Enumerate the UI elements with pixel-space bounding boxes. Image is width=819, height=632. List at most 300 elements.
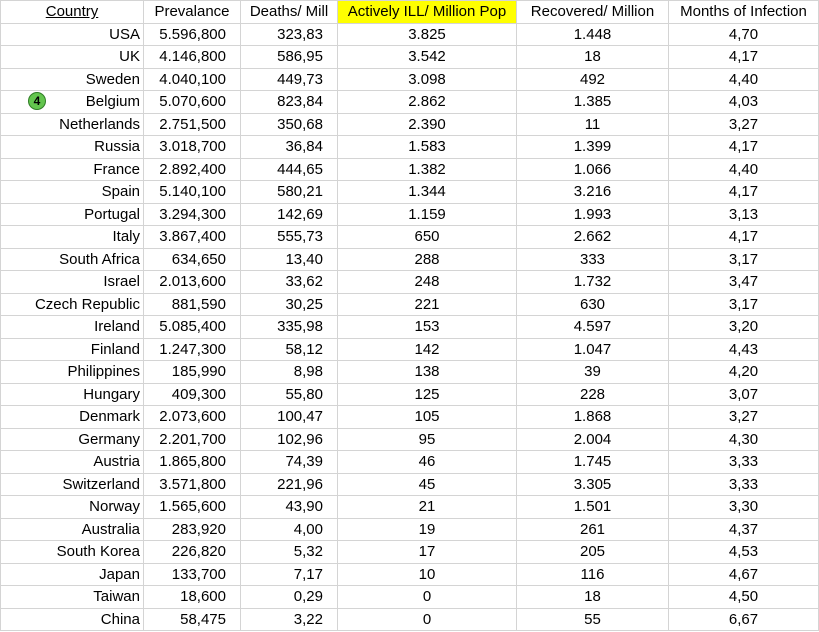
table-row bbox=[1, 271, 819, 294]
cell-months-value: 4,17 bbox=[728, 138, 759, 156]
cell-months[interactable] bbox=[669, 496, 819, 519]
cell-deaths-value: 323,83 bbox=[277, 25, 323, 43]
cell-prevalance[interactable] bbox=[144, 406, 241, 429]
cell-country[interactable] bbox=[1, 518, 144, 541]
cell-recovered[interactable] bbox=[517, 136, 669, 159]
cell-deaths[interactable] bbox=[241, 406, 338, 429]
cell-months-value: 3,30 bbox=[728, 498, 759, 516]
cell-months[interactable] bbox=[669, 226, 819, 249]
cell-months-value: 4,40 bbox=[728, 70, 759, 88]
cell-active-value: 1.583 bbox=[408, 138, 446, 156]
cell-prevalance[interactable] bbox=[144, 518, 241, 541]
cell-active-value: 45 bbox=[418, 475, 436, 493]
cell-active[interactable] bbox=[338, 113, 517, 136]
cell-prevalance[interactable] bbox=[144, 316, 241, 339]
header-active[interactable]: Actively ILL/ Million Pop bbox=[338, 1, 517, 24]
cell-active[interactable] bbox=[338, 91, 517, 114]
cell-prevalance-value: 58,475 bbox=[180, 610, 226, 628]
cell-country-value: USA bbox=[109, 25, 140, 43]
cell-recovered-value: 3.305 bbox=[573, 475, 612, 493]
cell-prevalance-value: 2.073,600 bbox=[159, 408, 226, 426]
cell-deaths[interactable] bbox=[241, 46, 338, 69]
cell-recovered[interactable] bbox=[517, 496, 669, 519]
table-row bbox=[1, 316, 819, 339]
cell-country-value: Belgium bbox=[85, 93, 140, 111]
table-row bbox=[1, 608, 819, 631]
cell-deaths-value: 444,65 bbox=[277, 160, 323, 178]
cell-prevalance[interactable] bbox=[144, 496, 241, 519]
cell-months-value: 3,27 bbox=[728, 115, 759, 133]
cell-country-value: Finland bbox=[90, 340, 140, 358]
cell-months[interactable] bbox=[669, 541, 819, 564]
cell-country[interactable] bbox=[1, 91, 144, 114]
cell-deaths[interactable] bbox=[241, 181, 338, 204]
cell-country-value: Ireland bbox=[94, 318, 140, 336]
table-row bbox=[1, 248, 819, 271]
table-row bbox=[1, 518, 819, 541]
cell-country[interactable] bbox=[1, 496, 144, 519]
cell-recovered[interactable] bbox=[517, 23, 669, 46]
cell-country[interactable] bbox=[1, 226, 144, 249]
cell-recovered-value: 1.501 bbox=[573, 498, 612, 516]
cell-deaths-value: 4,00 bbox=[293, 520, 323, 538]
table-row bbox=[1, 338, 819, 361]
cell-country-value: UK bbox=[119, 48, 140, 66]
cell-active[interactable] bbox=[338, 181, 517, 204]
cell-recovered[interactable] bbox=[517, 586, 669, 609]
cell-recovered-value: 228 bbox=[579, 385, 606, 403]
cell-recovered-value: 205 bbox=[579, 543, 606, 561]
cell-months-value: 4,40 bbox=[728, 160, 759, 178]
cell-deaths[interactable] bbox=[241, 586, 338, 609]
cell-country-value: Russia bbox=[94, 138, 140, 156]
cell-active[interactable] bbox=[338, 361, 517, 384]
cell-deaths-value: 335,98 bbox=[277, 318, 323, 336]
cell-active[interactable] bbox=[338, 248, 517, 271]
cell-active-value: 138 bbox=[414, 363, 440, 381]
cell-active-value: 1.344 bbox=[408, 183, 446, 201]
cell-recovered[interactable] bbox=[517, 91, 669, 114]
cell-deaths[interactable] bbox=[241, 383, 338, 406]
cell-deaths[interactable] bbox=[241, 158, 338, 181]
cell-months-value: 4,30 bbox=[728, 430, 759, 448]
cell-active[interactable] bbox=[338, 428, 517, 451]
cell-months[interactable] bbox=[669, 46, 819, 69]
cell-recovered-value: 3.216 bbox=[573, 183, 612, 201]
cell-months[interactable] bbox=[669, 136, 819, 159]
cell-deaths-value: 0,29 bbox=[293, 588, 323, 606]
cell-active[interactable] bbox=[338, 451, 517, 474]
cell-prevalance-value: 2.751,500 bbox=[159, 115, 226, 133]
cell-recovered[interactable] bbox=[517, 46, 669, 69]
header-country[interactable]: Country bbox=[1, 1, 144, 24]
cell-months-value: 3,20 bbox=[728, 318, 759, 336]
table-row bbox=[1, 23, 819, 46]
cell-recovered-value: 2.662 bbox=[573, 228, 612, 246]
cell-country[interactable] bbox=[1, 406, 144, 429]
cell-recovered-value: 2.004 bbox=[573, 430, 612, 448]
cell-deaths[interactable] bbox=[241, 113, 338, 136]
cell-active-value: 19 bbox=[418, 520, 436, 538]
cell-country[interactable] bbox=[1, 451, 144, 474]
cell-deaths-value: 5,32 bbox=[293, 543, 323, 561]
cell-active-value: 3.825 bbox=[408, 25, 446, 43]
cell-recovered[interactable] bbox=[517, 428, 669, 451]
cell-recovered[interactable] bbox=[517, 473, 669, 496]
cell-active[interactable] bbox=[338, 518, 517, 541]
cell-deaths-value: 13,40 bbox=[285, 250, 323, 268]
cell-months-value: 6,67 bbox=[728, 610, 759, 628]
cell-prevalance-value: 5.140,100 bbox=[159, 183, 226, 201]
cell-months-value: 4,43 bbox=[728, 340, 759, 358]
cell-country-value: China bbox=[100, 610, 140, 628]
cell-deaths-value: 8,98 bbox=[293, 363, 323, 381]
cell-months-value: 4,53 bbox=[728, 543, 759, 561]
cell-country-value: Czech Republic bbox=[34, 295, 140, 313]
cell-prevalance[interactable] bbox=[144, 383, 241, 406]
cell-active-value: 2.390 bbox=[408, 115, 446, 133]
cell-months[interactable] bbox=[669, 113, 819, 136]
cell-country-value: France bbox=[93, 160, 140, 178]
cell-months[interactable] bbox=[669, 293, 819, 316]
cell-prevalance-value: 133,700 bbox=[171, 565, 226, 583]
cell-country[interactable] bbox=[1, 46, 144, 69]
cell-active[interactable] bbox=[338, 383, 517, 406]
cell-months-value: 3,47 bbox=[728, 273, 759, 291]
cell-deaths[interactable] bbox=[241, 293, 338, 316]
cell-recovered[interactable] bbox=[517, 383, 669, 406]
cell-months[interactable] bbox=[669, 338, 819, 361]
cell-country[interactable] bbox=[1, 23, 144, 46]
cell-recovered[interactable] bbox=[517, 316, 669, 339]
cell-deaths[interactable] bbox=[241, 496, 338, 519]
cell-active[interactable] bbox=[338, 23, 517, 46]
cell-deaths[interactable] bbox=[241, 23, 338, 46]
cell-active-value: 125 bbox=[414, 385, 440, 403]
cell-months[interactable] bbox=[669, 563, 819, 586]
cell-country[interactable] bbox=[1, 113, 144, 136]
cell-active[interactable] bbox=[338, 203, 517, 226]
cell-months-value: 4,17 bbox=[728, 183, 759, 201]
cell-recovered[interactable] bbox=[517, 541, 669, 564]
cell-country[interactable] bbox=[1, 608, 144, 631]
cell-months-value: 4,67 bbox=[728, 565, 759, 583]
cell-country-value: Austria bbox=[93, 453, 140, 471]
cell-country-value: Denmark bbox=[79, 408, 140, 426]
cell-months-value: 3,27 bbox=[728, 408, 759, 426]
cell-deaths[interactable] bbox=[241, 91, 338, 114]
cell-active[interactable] bbox=[338, 586, 517, 609]
cell-recovered-value: 492 bbox=[579, 70, 606, 88]
cell-prevalance-value: 4.040,100 bbox=[159, 70, 226, 88]
cell-country-value: Hungary bbox=[83, 385, 140, 403]
cell-prevalance[interactable] bbox=[144, 23, 241, 46]
cell-deaths[interactable] bbox=[241, 563, 338, 586]
cell-months[interactable] bbox=[669, 608, 819, 631]
cell-prevalance[interactable] bbox=[144, 428, 241, 451]
cell-prevalance-value: 1.247,300 bbox=[159, 340, 226, 358]
cell-country[interactable] bbox=[1, 473, 144, 496]
cell-prevalance[interactable] bbox=[144, 293, 241, 316]
cell-recovered[interactable] bbox=[517, 608, 669, 631]
cell-prevalance[interactable] bbox=[144, 473, 241, 496]
cell-recovered[interactable] bbox=[517, 68, 669, 91]
cell-deaths[interactable] bbox=[241, 361, 338, 384]
cell-country[interactable] bbox=[1, 428, 144, 451]
cell-active[interactable] bbox=[338, 226, 517, 249]
cell-recovered-value: 55 bbox=[584, 610, 601, 628]
cell-country[interactable] bbox=[1, 158, 144, 181]
cell-prevalance-value: 226,820 bbox=[171, 543, 226, 561]
cell-months[interactable] bbox=[669, 518, 819, 541]
cell-country[interactable] bbox=[1, 338, 144, 361]
cell-prevalance-value: 5.085,400 bbox=[159, 318, 226, 336]
cell-country[interactable] bbox=[1, 271, 144, 294]
cell-deaths[interactable] bbox=[241, 338, 338, 361]
cell-deaths-value: 142,69 bbox=[277, 205, 323, 223]
cell-active[interactable] bbox=[338, 68, 517, 91]
cell-prevalance-value: 2.013,600 bbox=[159, 273, 226, 291]
cell-country-value: Taiwan bbox=[93, 588, 140, 606]
cell-deaths-value: 555,73 bbox=[277, 228, 323, 246]
cell-country[interactable] bbox=[1, 248, 144, 271]
cell-active-value: 17 bbox=[418, 543, 436, 561]
cell-recovered[interactable] bbox=[517, 226, 669, 249]
cell-active[interactable] bbox=[338, 136, 517, 159]
cell-active[interactable] bbox=[338, 271, 517, 294]
cell-active[interactable] bbox=[338, 563, 517, 586]
cell-prevalance[interactable] bbox=[144, 451, 241, 474]
table-row bbox=[1, 451, 819, 474]
cell-prevalance[interactable] bbox=[144, 361, 241, 384]
cell-recovered-value: 18 bbox=[584, 48, 601, 66]
cell-months[interactable] bbox=[669, 316, 819, 339]
cell-prevalance[interactable] bbox=[144, 158, 241, 181]
table-row bbox=[1, 383, 819, 406]
cell-deaths[interactable] bbox=[241, 518, 338, 541]
cell-months[interactable] bbox=[669, 428, 819, 451]
cell-months[interactable] bbox=[669, 23, 819, 46]
table-row bbox=[1, 406, 819, 429]
cell-recovered[interactable] bbox=[517, 203, 669, 226]
cell-deaths-value: 30,25 bbox=[285, 295, 323, 313]
cell-deaths[interactable] bbox=[241, 316, 338, 339]
cell-months[interactable] bbox=[669, 248, 819, 271]
cell-months[interactable] bbox=[669, 203, 819, 226]
cell-prevalance[interactable] bbox=[144, 563, 241, 586]
cell-prevalance-value: 1.565,600 bbox=[159, 498, 226, 516]
cell-country-value: Portugal bbox=[84, 205, 140, 223]
cell-recovered[interactable] bbox=[517, 451, 669, 474]
cell-recovered[interactable] bbox=[517, 271, 669, 294]
cell-recovered-value: 1.993 bbox=[573, 205, 612, 223]
cell-recovered-value: 116 bbox=[580, 565, 605, 583]
table-row bbox=[1, 68, 819, 91]
cell-prevalance[interactable] bbox=[144, 338, 241, 361]
cell-country-value: Sweden bbox=[85, 70, 140, 88]
cell-active-value: 0 bbox=[422, 588, 432, 606]
cell-deaths[interactable] bbox=[241, 473, 338, 496]
header-prevalance[interactable]: Prevalance bbox=[144, 1, 241, 24]
cell-prevalance-value: 1.865,800 bbox=[159, 453, 226, 471]
cell-deaths[interactable] bbox=[241, 428, 338, 451]
cell-country[interactable] bbox=[1, 181, 144, 204]
cell-active-value: 46 bbox=[418, 453, 436, 471]
cell-deaths[interactable] bbox=[241, 68, 338, 91]
cell-months[interactable] bbox=[669, 361, 819, 384]
cell-prevalance[interactable] bbox=[144, 226, 241, 249]
cell-country-value: Norway bbox=[89, 498, 140, 516]
cell-recovered[interactable] bbox=[517, 181, 669, 204]
cell-recovered[interactable] bbox=[517, 113, 669, 136]
cell-prevalance[interactable] bbox=[144, 608, 241, 631]
cell-active-value: 1.382 bbox=[408, 160, 446, 178]
cell-months-value: 3,13 bbox=[728, 205, 759, 223]
cell-prevalance-value: 5.596,800 bbox=[159, 25, 226, 43]
cell-prevalance-value: 2.892,400 bbox=[159, 160, 226, 178]
table-row bbox=[1, 158, 819, 181]
cell-deaths-value: 823,84 bbox=[277, 93, 323, 111]
cell-prevalance[interactable] bbox=[144, 586, 241, 609]
cell-months[interactable] bbox=[669, 406, 819, 429]
cell-active[interactable] bbox=[338, 293, 517, 316]
cell-prevalance-value: 283,920 bbox=[171, 520, 226, 538]
cell-active-value: 1.159 bbox=[408, 205, 446, 223]
cell-prevalance[interactable] bbox=[144, 68, 241, 91]
cell-recovered-value: 11 bbox=[584, 115, 601, 133]
cell-active-value: 2.862 bbox=[408, 93, 446, 111]
cell-active-value: 248 bbox=[414, 273, 440, 291]
cell-months-value: 3,33 bbox=[728, 453, 759, 471]
cell-country[interactable] bbox=[1, 203, 144, 226]
cell-months-value: 4,70 bbox=[728, 25, 759, 43]
header-months[interactable]: Months of Infection bbox=[669, 1, 819, 24]
header-recovered[interactable]: Recovered/ Million bbox=[517, 1, 669, 24]
cell-months[interactable] bbox=[669, 91, 819, 114]
cell-months-value: 4,17 bbox=[728, 48, 759, 66]
cell-active[interactable] bbox=[338, 158, 517, 181]
cell-recovered[interactable] bbox=[517, 248, 669, 271]
cell-recovered-value: 39 bbox=[584, 363, 601, 381]
cell-recovered[interactable] bbox=[517, 361, 669, 384]
cell-months[interactable] bbox=[669, 68, 819, 91]
header-deaths[interactable]: Deaths/ Mill bbox=[241, 1, 338, 24]
cell-country[interactable] bbox=[1, 563, 144, 586]
cell-country[interactable] bbox=[1, 361, 144, 384]
table-row bbox=[1, 586, 819, 609]
cell-deaths-value: 221,96 bbox=[277, 475, 323, 493]
cell-active-value: 95 bbox=[418, 430, 436, 448]
cell-recovered-value: 1.399 bbox=[573, 138, 612, 156]
cell-prevalance[interactable] bbox=[144, 271, 241, 294]
cell-recovered[interactable] bbox=[517, 406, 669, 429]
cell-country[interactable] bbox=[1, 68, 144, 91]
cell-active[interactable] bbox=[338, 46, 517, 69]
cell-active-value: 153 bbox=[414, 318, 440, 336]
table-row bbox=[1, 136, 819, 159]
cell-prevalance[interactable] bbox=[144, 46, 241, 69]
cell-active[interactable] bbox=[338, 473, 517, 496]
cell-deaths[interactable] bbox=[241, 203, 338, 226]
table-row bbox=[1, 91, 819, 114]
cell-prevalance[interactable] bbox=[144, 113, 241, 136]
table-row bbox=[1, 361, 819, 384]
cell-deaths-value: 586,95 bbox=[277, 48, 323, 66]
cell-prevalance-value: 3.867,400 bbox=[159, 228, 226, 246]
cell-active[interactable] bbox=[338, 608, 517, 631]
cell-deaths[interactable] bbox=[241, 271, 338, 294]
cell-country-value: Israel bbox=[103, 273, 140, 291]
cell-months[interactable] bbox=[669, 383, 819, 406]
cell-recovered-value: 261 bbox=[579, 520, 606, 538]
cell-recovered[interactable] bbox=[517, 338, 669, 361]
cell-country-value: Philippines bbox=[67, 363, 140, 381]
cell-active[interactable] bbox=[338, 316, 517, 339]
cell-months-value: 4,17 bbox=[728, 228, 759, 246]
cell-deaths[interactable] bbox=[241, 451, 338, 474]
cell-months[interactable] bbox=[669, 271, 819, 294]
table-row bbox=[1, 473, 819, 496]
cell-active[interactable] bbox=[338, 338, 517, 361]
cell-deaths[interactable] bbox=[241, 608, 338, 631]
cell-prevalance-value: 185,990 bbox=[171, 363, 226, 381]
cell-months-value: 3,07 bbox=[728, 385, 759, 403]
cell-prevalance-value: 5.070,600 bbox=[159, 93, 226, 111]
cell-prevalance[interactable] bbox=[144, 136, 241, 159]
cell-prevalance-value: 634,650 bbox=[171, 250, 226, 268]
cell-deaths[interactable] bbox=[241, 226, 338, 249]
cell-months[interactable] bbox=[669, 586, 819, 609]
cell-deaths-value: 7,17 bbox=[293, 565, 323, 583]
cell-recovered[interactable] bbox=[517, 563, 669, 586]
cell-prevalance[interactable] bbox=[144, 541, 241, 564]
cell-active[interactable] bbox=[338, 406, 517, 429]
cell-country[interactable] bbox=[1, 541, 144, 564]
cell-months[interactable] bbox=[669, 451, 819, 474]
cell-country[interactable] bbox=[1, 293, 144, 316]
cell-recovered-value: 1.448 bbox=[573, 25, 612, 43]
cell-country[interactable] bbox=[1, 586, 144, 609]
cell-prevalance[interactable] bbox=[144, 181, 241, 204]
cell-deaths[interactable] bbox=[241, 248, 338, 271]
cell-months[interactable] bbox=[669, 181, 819, 204]
cell-country[interactable] bbox=[1, 383, 144, 406]
cell-recovered-value: 630 bbox=[579, 295, 606, 313]
cell-months[interactable] bbox=[669, 473, 819, 496]
cell-deaths[interactable] bbox=[241, 136, 338, 159]
cell-recovered[interactable] bbox=[517, 158, 669, 181]
cell-deaths-value: 350,68 bbox=[277, 115, 323, 133]
cell-prevalance[interactable] bbox=[144, 91, 241, 114]
cell-active[interactable] bbox=[338, 541, 517, 564]
cell-months-value: 3,17 bbox=[728, 250, 759, 268]
cell-recovered-value: 1.732 bbox=[573, 273, 612, 291]
cell-recovered[interactable] bbox=[517, 293, 669, 316]
cell-prevalance[interactable] bbox=[144, 203, 241, 226]
cell-deaths[interactable] bbox=[241, 541, 338, 564]
table-row bbox=[1, 203, 819, 226]
cell-active[interactable] bbox=[338, 496, 517, 519]
cell-months-value: 4,37 bbox=[728, 520, 759, 538]
cell-months[interactable] bbox=[669, 158, 819, 181]
cell-prevalance-value: 3.294,300 bbox=[159, 205, 226, 223]
cell-prevalance[interactable] bbox=[144, 248, 241, 271]
cell-recovered-value: 1.047 bbox=[573, 340, 612, 358]
cell-recovered[interactable] bbox=[517, 518, 669, 541]
cell-deaths-value: 102,96 bbox=[277, 430, 323, 448]
cell-country[interactable] bbox=[1, 136, 144, 159]
cell-country[interactable] bbox=[1, 316, 144, 339]
